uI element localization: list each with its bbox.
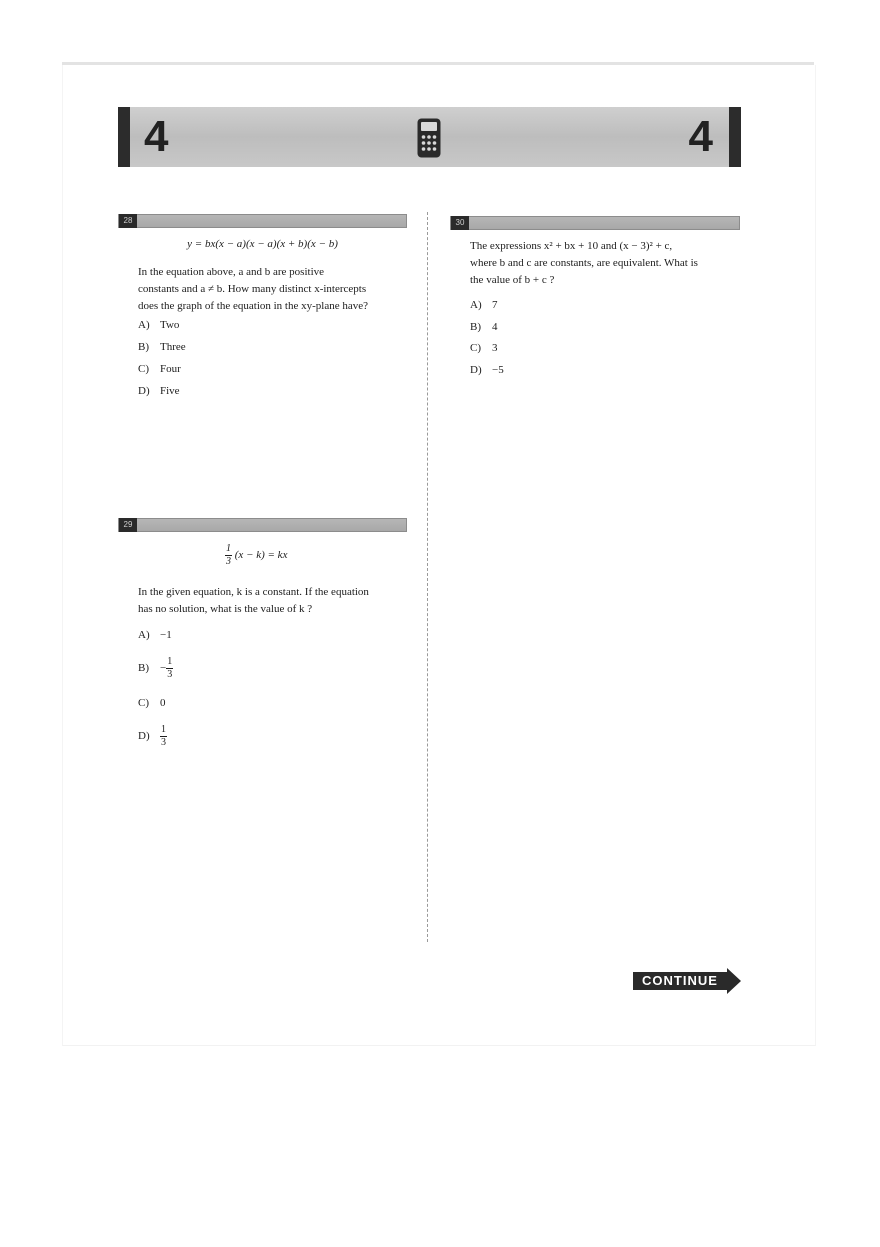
answer-option-c[interactable] [470, 342, 498, 354]
question-text-line: In the equation above, a and b are positive [138, 266, 325, 278]
question-number: 30 [451, 216, 469, 230]
option-text: Four [160, 363, 181, 375]
answer-option-d[interactable] [138, 385, 180, 397]
option-letter: D) [138, 385, 150, 397]
answer-option-b[interactable] [138, 341, 186, 353]
answer-option-a[interactable] [470, 299, 498, 311]
calculator-icon [417, 118, 441, 158]
equation-rest: (x − k) = kx [234, 549, 288, 562]
continue-button[interactable] [633, 968, 741, 994]
option-text: 7 [492, 299, 498, 311]
answer-option-a[interactable] [138, 629, 172, 641]
option-letter: C) [138, 697, 149, 709]
question-text-line: constants and a ≠ b. How many distinct x-intercepts [138, 283, 367, 295]
question-text-line: does the graph of the equation in the xy-plane have? [138, 300, 369, 312]
option-letter: B) [470, 321, 481, 333]
option-text: 0 [160, 697, 166, 709]
answer-option-d[interactable] [470, 364, 504, 376]
question-text [138, 264, 418, 315]
question-header-bar [118, 518, 407, 532]
option-text: Two [160, 319, 180, 331]
column-divider [427, 212, 428, 942]
answer-option-d[interactable] [138, 724, 167, 749]
option-letter: B) [138, 341, 149, 353]
option-letter: A) [138, 629, 150, 641]
option-letter: B) [138, 662, 149, 675]
option-text: 3 [492, 342, 498, 354]
answer-option-b[interactable] [470, 321, 498, 333]
question-text-line: The expressions x² + bx + 10 and (x − 3)² + c, [470, 240, 673, 252]
question-text-line: In the given equation, k is a constant. If the equation [138, 586, 369, 598]
option-text: −5 [492, 364, 504, 376]
option-text: 4 [492, 321, 498, 333]
question-text-line: has no solution, what is the value of k ? [138, 603, 313, 615]
option-letter: A) [138, 319, 150, 331]
answer-option-b[interactable] [138, 656, 173, 681]
option-letter: C) [138, 363, 149, 375]
question-header-bar [450, 216, 740, 230]
banner-edge-right [729, 107, 741, 167]
arrow-right-icon [727, 968, 741, 994]
question-number: 29 [119, 518, 137, 532]
option-sign: − [160, 662, 167, 675]
question-equation [225, 543, 287, 568]
question-text [138, 584, 418, 618]
option-letter: D) [138, 730, 150, 743]
option-text: −1 [160, 629, 172, 641]
section-number-right: 4 [688, 112, 713, 161]
option-fraction: $\frac{1}{3}$ [167, 656, 173, 680]
question-header-bar [118, 214, 407, 228]
question-number: 28 [119, 214, 137, 228]
option-text: Five [160, 385, 180, 397]
page-border [62, 65, 816, 1046]
question-equation: y = bx(x − a)(x − a)(x + b)(x − b) [187, 238, 338, 250]
banner-edge-left [118, 107, 130, 167]
section-number-left: 4 [144, 112, 169, 161]
answer-option-a[interactable] [138, 319, 179, 331]
option-letter: A) [470, 299, 482, 311]
question-text [470, 238, 750, 289]
continue-label: CONTINUE [642, 973, 718, 988]
option-fraction: $\frac{1}{3}$ [161, 724, 166, 748]
answer-option-c[interactable] [138, 697, 166, 709]
option-text: Three [160, 341, 186, 353]
section-banner [118, 107, 741, 167]
question-text-line: the value of b + c ? [470, 274, 555, 286]
answer-option-c[interactable] [138, 363, 181, 375]
question-text-line: where b and c are constants, are equivalent. What is [470, 257, 698, 269]
option-letter: C) [470, 342, 481, 354]
option-letter: D) [470, 364, 482, 376]
equation-fraction: $\frac{1}{3}$ [226, 543, 231, 567]
